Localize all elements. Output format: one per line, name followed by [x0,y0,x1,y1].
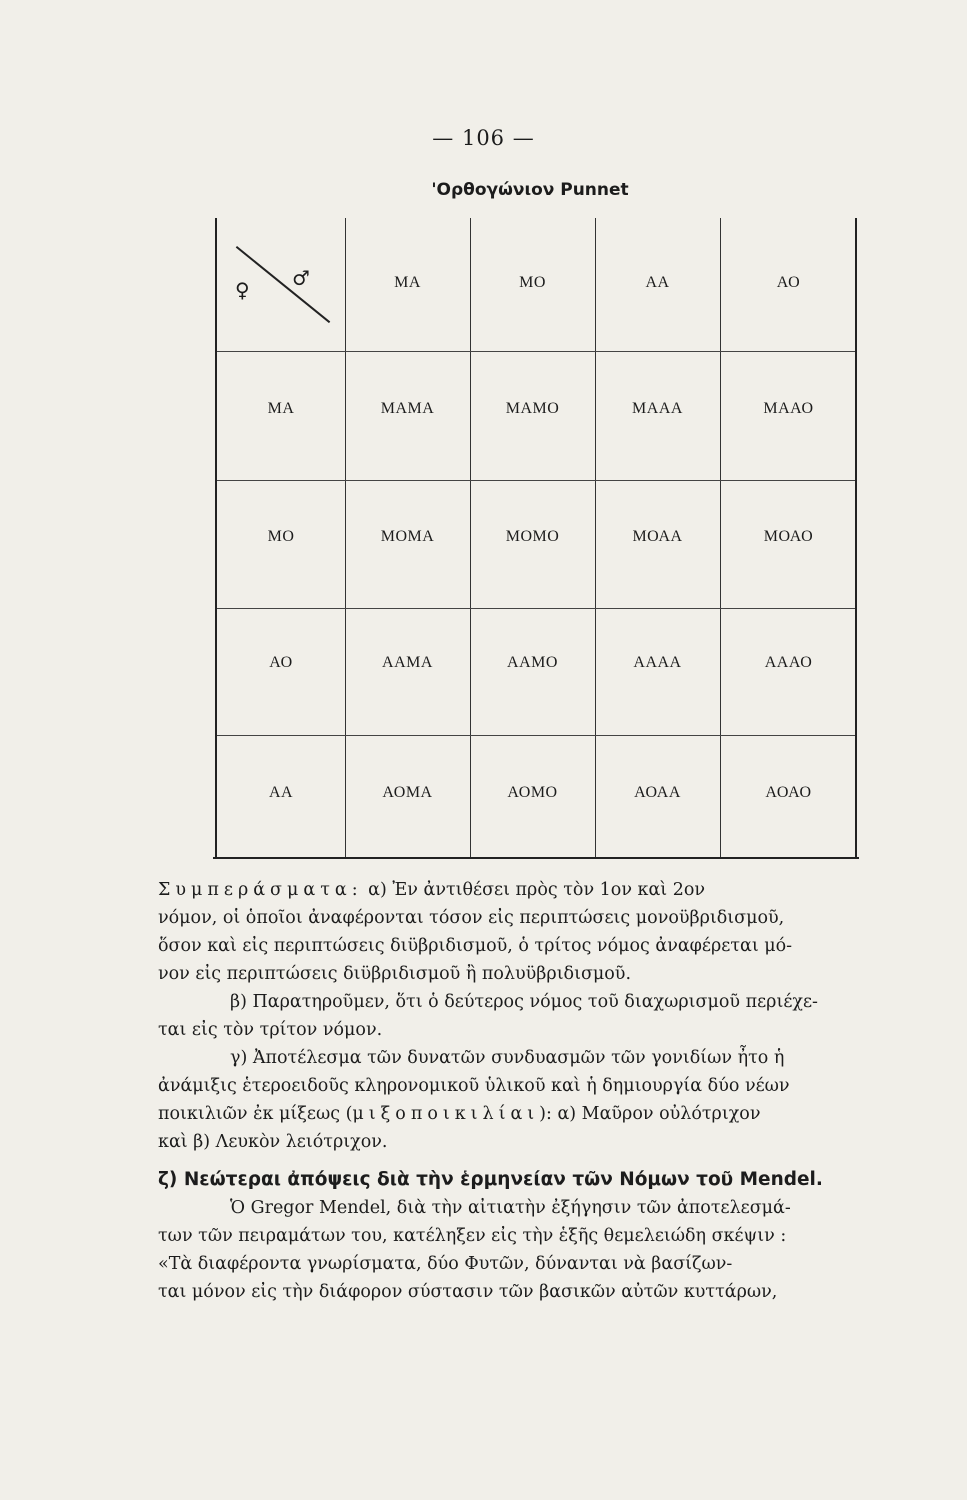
paragraph-line: νόμον, οἱ ὁποῖοι ἀναφέρονται τόσον εἰς περιπτώσεις μονοϋβριδισμοῦ, [158,908,785,928]
table-cell: ΜΟΑΟ [763,528,814,545]
section-heading: ζ) Νεώτεραι ἀπόψεις διὰ τὴν ἑρμηνείαν τῶν Νόμων τοῦ Mendel. [158,1169,823,1190]
paragraph-line: β) Παρατηροῦμεν, ὅτι ὁ δεύτερος νόμος τοῦ διαχωρισμοῦ περιέχε- [230,992,818,1012]
table-bottom-rule [213,857,859,859]
table-cell: ΜΑΑΟ [763,400,814,417]
column-header: ΜΟ [519,274,546,291]
paragraph-line: ): α) Μαῦρον οὐλότριχον [539,1104,761,1124]
row-header: ΜΑ [267,400,295,417]
paragraph-line: ὅσον καὶ εἰς περιπτώσεις διϋβριδισμοῦ, ὁ τρίτος νόμος ἀναφέρεται μό- [158,936,793,956]
female-symbol: ♀ [235,278,250,302]
page-number: — 106 — [432,126,535,150]
paragraph-line: ται μόνον εἰς τὴν διάφορον σύστασιν τῶν βασικῶν αὐτῶν κυττάρων, [158,1282,778,1302]
row-header: ΑΟ [269,654,293,671]
table-cell: ΜΟΑΑ [632,528,683,545]
paragraph-line: νον εἰς περιπτώσεις διϋβριδισμοῦ ἢ πολυϋβριδισμοῦ. [158,964,632,984]
table-cell: ΜΑΑΑ [632,400,683,417]
male-symbol: ♂ [292,266,310,290]
conclusions-label: Συμπεράσματα: [158,880,363,900]
paragraph-line: α) Ἐν ἀντιθέσει πρὸς τὸν 1ον καὶ 2ον [368,880,706,900]
row-header: ΑΑ [268,784,294,801]
column-header: ΑΑ [645,274,670,291]
body-text [158,876,908,1306]
table-cell: ΜΑΜΑ [380,400,435,417]
punnett-square [215,218,857,858]
column-header: ΜΑ [394,274,421,291]
paragraph-line: ται εἰς τὸν τρίτον νόμον. [158,1020,383,1040]
paragraph-line: «Τὰ διαφέροντα γνωρίσματα, δύο Φυτῶν, δύνανται νὰ βασίζων- [158,1254,733,1274]
table-cell: ΑΑΜΟ [507,654,558,671]
table-cell: ΑΑΜΑ [382,654,433,671]
table-title: 'Ορθογώνιον Punnet [431,180,629,200]
row-header: ΜΟ [267,528,295,545]
table-cell: ΑΟΜΑ [382,784,433,801]
table-cell: ΜΟΜΑ [380,528,435,545]
paragraph-line: καὶ β) Λευκὸν λειότριχον. [158,1132,388,1152]
table-cell: ΑΟΑΑ [634,784,681,801]
table-cell: ΑΟΜΟ [507,784,558,801]
table-cell: ΑΑΑΑ [633,654,682,671]
table-cell: ΜΑΜΟ [505,400,560,417]
paragraph-line: γ) Ἀποτέλεσμα τῶν δυνατῶν συνδυασμῶν τῶν γονιδίων ἦτο ἡ [230,1048,785,1068]
table-cell: ΜΟΜΟ [505,528,560,545]
corner-diagonal [236,246,330,323]
paragraph-line: ποικιλιῶν ἐκ μίξεως ( [158,1104,353,1124]
table-cell: ΑΑΑΟ [764,654,813,671]
paragraph-line: Ὁ Gregor Mendel, διὰ τὴν αἰτιατὴν ἐξήγησιν τῶν ἀποτελεσμά- [230,1198,791,1218]
column-header: ΑΟ [776,274,801,291]
paragraph-line: ἀνάμιξις ἑτεροειδοῦς κληρονομικοῦ ὑλικοῦ καὶ ἡ δημιουργία δύο νέων [158,1076,790,1096]
spaced-term: μιξοποικιλίαι [352,1104,540,1124]
table-cell: ΑΟΑΟ [765,784,812,801]
paragraph-line: των τῶν πειραμάτων του, κατέληξεν εἰς τὴν ἑξῆς θεμελειώδη σκέψιν : [158,1226,787,1246]
